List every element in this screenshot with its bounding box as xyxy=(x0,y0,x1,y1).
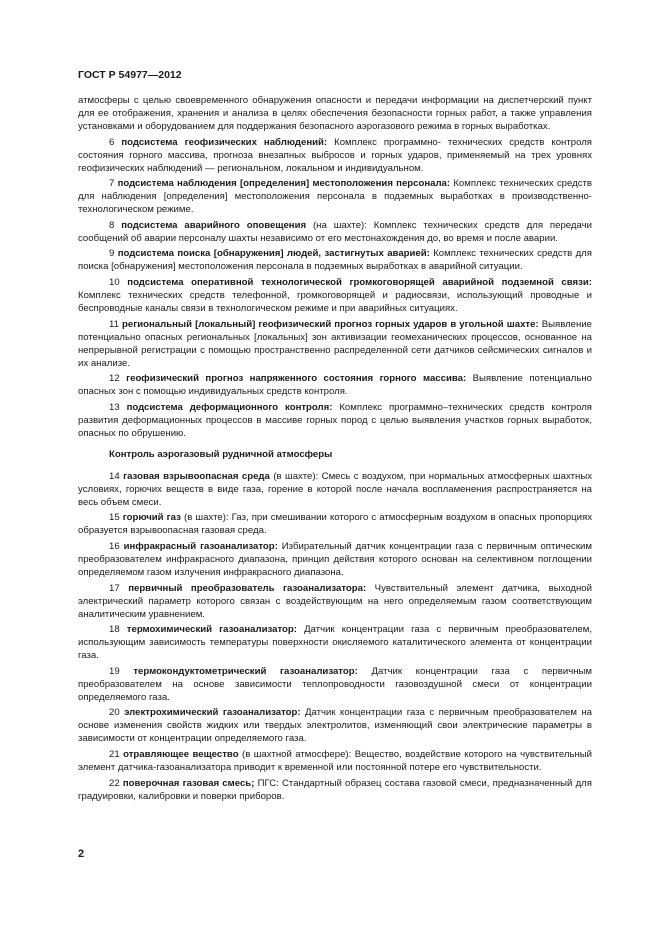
term-title: подсистема аварийного оповещения xyxy=(121,219,307,231)
term-title: термокондуктометрический газоанализатор: xyxy=(133,665,358,677)
term-definition: Комплекс технических средств телефонной, громкоговорящей и радиосвязи, использующий проводные и беспроводные каналы связи в технологическом режиме и при аварийных ситуациях. xyxy=(78,289,592,314)
term-entry xyxy=(78,177,592,216)
term-entry xyxy=(78,219,592,245)
term-title: горючий газ xyxy=(122,512,181,524)
term-entry xyxy=(78,706,592,745)
term-list-systems xyxy=(78,136,592,440)
term-entry xyxy=(78,470,592,509)
term-number: 21 xyxy=(109,748,120,760)
term-entry xyxy=(78,401,592,440)
term-number: 18 xyxy=(109,624,120,636)
term-title: подсистема наблюдения [определения] местоположения персонала: xyxy=(117,178,451,190)
term-definition: Избирательный датчик концентрации газа с первичным оптическим преобразователем инфракрасного диапазона, принцип действия которого основан на селективном поглощении определяемом газом излучения инфракрасного диапазона. xyxy=(78,540,593,578)
term-definition: Выявление потенциально опасных зон с помощью индивидуальных средств контроля. xyxy=(78,373,592,398)
term-entry xyxy=(78,136,592,175)
term-title: подсистема поиска [обнаружения] людей, застигнутых аварией: xyxy=(117,248,430,260)
term-definition: Датчик концентрации газа с первичным преобразователем, использующим зависимость температуры поверхности окисляемого каталитического элемента от концентрации газа. xyxy=(78,624,593,662)
term-entry xyxy=(78,665,592,704)
term-title: геофизический прогноз напряженного состояния горного массива: xyxy=(126,373,467,385)
term-definition: Комплекс программно–технических средств контроля развития деформационных процессов в массиве горных пород с целью выявления участков горных выработок, опасных по обрушению. xyxy=(78,401,592,439)
term-entry xyxy=(78,777,592,803)
term-entry xyxy=(78,623,592,662)
term-number: 8 xyxy=(109,219,115,231)
term-entry xyxy=(78,511,592,537)
term-title: подсистема оперативной технологической громкоговорящей аварийной подземной связи: xyxy=(127,276,593,288)
term-title: термохимический газоанализатор: xyxy=(126,624,297,636)
term-definition: (в шахте): Смесь с воздухом, при нормальных атмосферных шахтных условиях, горючих веществ в виде газа, горение в которой после начала воспламенения распространяется на весь объем смеси. xyxy=(78,470,593,508)
term-number: 13 xyxy=(109,401,120,413)
term-definition: Датчик концентрации газа с первичным преобразователем на основе изменения свойств жидких или твердых электролитов, изменяющий свои электрические параметры в зависимости от концентрации определяемого газа. xyxy=(78,707,593,745)
term-definition: (в шахте): Газ, при смешивании которого с атмосферным воздухом в опасных пропорциях образуется взрывоопасная газовая среда. xyxy=(78,512,593,537)
term-number: 14 xyxy=(109,470,120,482)
term-number: 7 xyxy=(109,178,115,190)
term-number: 16 xyxy=(109,540,120,552)
term-number: 17 xyxy=(109,582,120,594)
term-definition: Комплекс технических средств для наблюдения [определения] местоположения персонала в подземных выработках в производственно-технологическом режиме. xyxy=(78,178,592,216)
term-number: 9 xyxy=(109,248,115,260)
term-entry xyxy=(78,276,592,315)
term-number: 20 xyxy=(109,707,120,719)
term-definition: ПГС: Стандартный образец состава газовой смеси, предназначенный для градуировки, калибровки и поверки приборов. xyxy=(78,777,592,802)
term-definition: Комплекс программно- технических средств контроля состояния горного массива, прогноза внезапных выбросов и горных ударов, применяемый на трех уровнях геофизических наблюдений — региональном, локальном и индивидуальном. xyxy=(78,136,592,174)
document-header: ГОСТ Р 54977—2012 xyxy=(78,69,182,81)
page-number: 2 xyxy=(78,848,85,860)
term-list-gas xyxy=(78,470,592,803)
term-definition: Выявление потенциально опасных региональных [локальных] зон активизации геомеханических процессов, основанное на непрерывной регистрации с помощью пространственно распределенной сети датчиков сейсмических сигналов и их анализе. xyxy=(78,318,593,369)
term-definition: Чувствительный элемент датчика, выходной электрический параметр которого связан с воздействующим на него определяемым газом соответствующим аналитическим уравнением. xyxy=(78,582,592,620)
term-number: 6 xyxy=(109,136,115,148)
term-title: газовая взрывоопасная среда xyxy=(123,470,270,482)
term-definition: (в шахтной атмосфере): Вещество, воздействие которого на чувствительный элемент датчика-газоанализатора приводит к временной или постоянной потере его чувствительности. xyxy=(78,748,592,773)
term-definition: Комплекс технических средств для поиска [обнаружения] местоположения персонала в подземных выработках в аварийной ситуации. xyxy=(78,248,592,273)
term-definition: Датчик концентрации газа с первичным преобразователем на основе зависимости теплопроводности газовоздушной смеси от концентрации определяемого газа. xyxy=(78,665,592,703)
term-title: поверочная газовая смесь; xyxy=(122,777,255,789)
term-number: 11 xyxy=(109,318,119,330)
term-title: первичный преобразователь газоанализатора: xyxy=(128,582,367,594)
term-entry xyxy=(78,582,592,621)
term-number: 10 xyxy=(109,276,120,288)
term-number: 15 xyxy=(109,512,120,524)
term-number: 12 xyxy=(109,373,120,385)
document-body xyxy=(78,94,592,805)
term-title: подсистема геофизических наблюдений: xyxy=(121,136,328,148)
term-entry xyxy=(78,748,592,774)
term-title: инфракрасный газоанализатор: xyxy=(123,540,278,552)
term-number: 22 xyxy=(109,777,120,789)
term-title: отравляющее вещество xyxy=(123,748,239,760)
term-entry xyxy=(78,318,592,370)
term-title: подсистема деформационного контроля: xyxy=(126,401,333,413)
term-number: 19 xyxy=(109,665,120,677)
term-title: региональный [локальный] геофизический прогноз горных ударов в угольной шахте: xyxy=(122,318,539,330)
term-definition: (на шахте): Комплекс технических средств для передачи сообщений об аварии персоналу шахты независимо от его местонахождения до, во время и после аварии. xyxy=(78,219,592,244)
term-title: электрохимический газоанализатор: xyxy=(124,707,301,719)
term-entry xyxy=(78,247,592,273)
term-entry xyxy=(78,372,592,398)
intro-paragraph: атмосферы с целью своевременного обнаружения опасности и передачи информации на диспетчерский пункт для ее отображения, хранения и анализа в целях обеспечения безопасности горных работ, а также управления установками и оборудованием для поддержания безопасного аэрогазового режима в горных выработках. xyxy=(78,95,592,132)
term-entry xyxy=(78,540,592,579)
section-title: Контроль аэрогазовый рудничной атмосферы xyxy=(109,448,333,460)
